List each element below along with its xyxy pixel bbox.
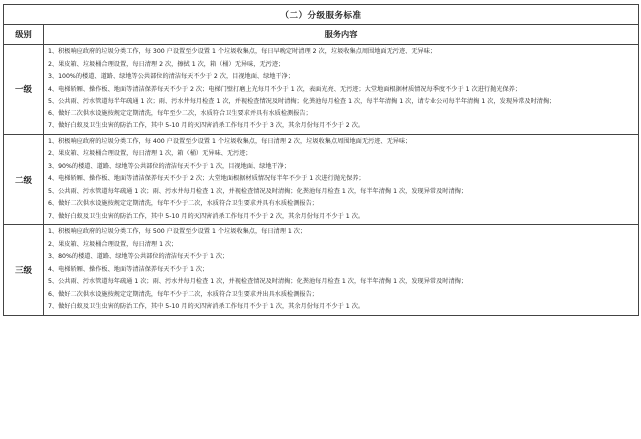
list-item: 3、90%的楼道、道路、绿地等公共部位的清洁每天不少于 1 次，目视地面、绿地干净； [48,162,291,170]
list-item: 4、电梯轿厢、操作板、地面等清洁保养每天不少于 2 次；电梯门壁打磨上光每月不少于 1 次，表面光亮、无污迹；大堂地面根据材质情况每季度不少于 1 次进行抛光保养； [48,85,522,93]
level-label: 三级 [4,225,44,316]
list-item: 2、果皮箱、垃圾桶合理设置，每日清理 2 次，擦拭 1 次，箱（桶）无异味，无污迹； [48,60,285,68]
list-item: 6、做好二次供水设施按规定定期清洗，每年不少于二次，水质符合卫生要求并具有水质检测报告； [48,200,318,208]
list-item: 1、积极响应政府的垃圾分类工作，每 400 户设置至少设置 1 个垃圾收集点，每日清理 2 次，垃圾收集点周围地面无污迹、无异味； [48,137,412,145]
level-row-2 [4,134,639,225]
list-item: 6、做好二次供水设施按规定定期清洗，每年不少于二次，水质符合卫生要求并出具水质检测报告； [48,290,318,298]
level-content [44,45,639,135]
level-label: 一级 [4,45,44,135]
header-content: 服务内容 [44,25,639,45]
title-row [4,5,639,25]
list-item: 1、积极响应政府的垃圾分类工作，每 500 户设置至少设置 1 个垃圾收集点，每日清理 1 次； [48,228,307,236]
list-item: 7、做好白蚁及卫生虫害的防治工作，其中 5-10 月的灭四害消杀工作每月不少于 2 次，其余月份每月不少于 1 次。 [48,212,365,220]
list-item: 7、做好白蚁及卫生虫害的防治工作，其中 5-10 月的灭四害消杀工作每月不少于 1 次，其余月份每月不少于 1 次。 [48,303,365,311]
list-item: 5、公共雨、污水管道每年疏通 1 次；雨、污水井每月检查 1 次，并视检查情况及时清掏；化粪池每月检查 1 次，每半年清掏 1 次，发现异常及时清掏； [48,278,468,286]
level-row-3 [4,225,639,316]
header-row [4,25,639,45]
list-item: 5、公共雨、污水管道每半年疏通 1 次；雨、污水井每月检查 1 次，并视检查情况及时清掏；化粪池每月检查 1 次，每半年清掏 1 次，请专业公司每半年清掏 1 次，发现异常及时清掏； [48,97,556,105]
header-level: 级别 [4,25,44,45]
list-item: 3、80%的楼道、道路、绿地等公共部位的清洁每天不少于 1 次； [48,253,229,261]
level-content [44,134,639,225]
level-content [44,225,639,316]
list-item: 6、做好二次供水设施按规定定期清洗，每年至少二次，水质符合卫生要求并具有水质检测报告； [48,109,312,117]
list-item: 2、果皮箱、垃圾桶合理设置，每日清理 1 次； [48,240,178,248]
list-item: 5、公共雨、污水管道每年疏通 1 次；雨、污水井每月检查 1 次，并视检查情况及时清掏；化粪池每月检查 1 次，每半年清掏 1 次，发现异常及时清掏； [48,187,468,195]
level-row-1 [4,45,639,135]
list-item: 4、电梯轿厢、操作板、地面等清洁保养每天不少于 2 次；大堂地面根据材质情况每半年不少于 1 次进行抛光保养； [48,175,365,183]
list-item: 2、果皮箱、垃圾桶合理设置，每日清理 1 次，箱（桶）无异味、无污迹； [48,150,252,158]
service-standard-table [3,4,639,316]
list-item: 1、积极响应政府的垃圾分类工作，每 300 户设置至少设置 1 个垃圾收集点，每日早晚定时清理 2 次，垃圾收集点周围地面无污迹、无异味； [48,48,437,55]
table-title: （二）分级服务标准 [4,5,639,25]
list-item: 7、做好白蚁及卫生虫害的防治工作，其中 5-10 月的灭四害消杀工作每月不少于 3 次，其余月份每月不少于 2 次。 [48,122,365,130]
list-item: 3、100%的楼道、道路、绿地等公共部位的清洁每天不少于 2 次，目视地面、绿地干净； [48,73,295,80]
level-label: 二级 [4,134,44,225]
list-item: 4、电梯轿厢、操作板、地面等清洁保养每天不少于 1 次； [48,265,209,273]
